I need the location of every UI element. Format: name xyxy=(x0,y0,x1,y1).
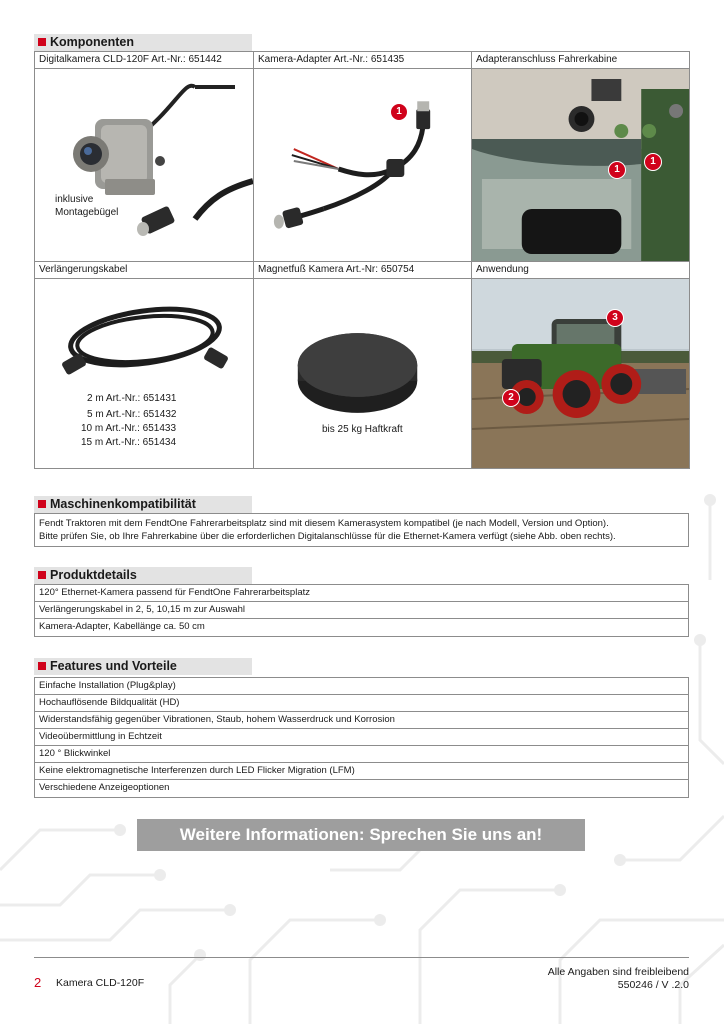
bullet-square-icon xyxy=(38,38,46,46)
features-row: Videoübermittlung in Echtzeit xyxy=(35,729,688,746)
footer-disclaimer: Alle Angaben sind freibleibend xyxy=(547,966,689,978)
features-heading: Features und Vorteile xyxy=(34,658,252,675)
adapter-cable-image xyxy=(254,69,471,261)
footer-meta xyxy=(548,966,689,992)
tractor-photo xyxy=(472,279,689,468)
details-heading: Produktdetails xyxy=(34,567,252,584)
camera-cell-header: Digitalkamera CLD-120F Art.-Nr.: 651442 xyxy=(35,52,254,69)
cabin-connector-cell xyxy=(472,69,690,262)
length-option-15m: 15 m Art.-Nr.: 651434 xyxy=(81,437,177,448)
length-option-10m: 10 m Art.-Nr.: 651433 xyxy=(81,423,177,434)
features-table xyxy=(34,677,689,798)
magnet-base-cell xyxy=(254,279,472,469)
length-option-2m: 2 m Art.-Nr.: 651431 xyxy=(87,393,177,404)
features-row: Keine elektromagnetische Interferenzen durch LED Flicker Migration (LFM) xyxy=(35,763,688,780)
compatibility-line2: Bitte prüfen Sie, ob Ihre Fahrerkabine über die erforderlichen Digitalanschlüsse für die Ethernet-Kamera verfügt (siehe Abb. oben rechts). xyxy=(39,531,616,542)
camera-cell xyxy=(35,69,254,262)
contact-banner: Weitere Informationen: Sprechen Sie uns an! xyxy=(137,819,585,851)
magnet-holding-force: bis 25 kg Haftkraft xyxy=(322,424,403,435)
camera-image xyxy=(35,69,253,261)
compatibility-line1: Fendt Traktoren mit dem FendtOne Fahrerarbeitsplatz sind mit diesem Kamerasystem kompatibel (je nach Modell, Version und Option). xyxy=(39,518,609,529)
callout-badge-1b: 1 xyxy=(644,153,662,171)
details-table xyxy=(34,584,689,637)
features-row: Widerstandsfähig gegenüber Vibrationen, Staub, hohem Wasserdruck und Korrosion xyxy=(35,712,688,729)
magnet-base-image xyxy=(254,279,471,468)
bullet-square-icon xyxy=(38,571,46,579)
cabin-connector-cell-header: Adapteranschluss Fahrerkabine xyxy=(472,52,690,69)
details-row: Kamera-Adapter, Kabellänge ca. 50 cm xyxy=(39,621,205,632)
components-heading: Komponenten xyxy=(34,34,252,51)
application-cell xyxy=(472,279,690,469)
callout-badge-1: 1 xyxy=(390,103,408,121)
details-row: Verlängerungskabel in 2, 5, 10,15 m zur Auswahl xyxy=(35,602,688,619)
features-row: 120 ° Blickwinkel xyxy=(35,746,688,763)
page-number: 2 xyxy=(34,975,42,990)
footer-version: 550246 / V .2.0 xyxy=(617,979,689,991)
adapter-cell xyxy=(254,69,472,262)
magnet-base-cell-header: Magnetfuß Kamera Art.-Nr: 650754 xyxy=(254,262,472,279)
callout-badge-1a: 1 xyxy=(608,161,626,179)
bullet-square-icon xyxy=(38,662,46,670)
compatibility-heading: Maschinenkompatibilität xyxy=(34,496,252,513)
adapter-cell-header: Kamera-Adapter Art.-Nr.: 651435 xyxy=(254,52,472,69)
features-row: Einfache Installation (Plug&play) xyxy=(35,678,688,695)
features-row: Hochauflösende Bildqualität (HD) xyxy=(35,695,688,712)
footer-product-name: Kamera CLD-120F xyxy=(56,977,145,989)
bullet-square-icon xyxy=(38,500,46,508)
callout-badge-2: 2 xyxy=(502,389,520,407)
camera-note-line1: inklusive xyxy=(55,194,94,205)
camera-note-line2: Montagebügel xyxy=(55,207,119,218)
components-grid xyxy=(34,51,690,469)
extension-cable-cell xyxy=(35,279,254,469)
length-option-5m: 5 m Art.-Nr.: 651432 xyxy=(87,409,177,420)
callout-badge-3: 3 xyxy=(606,309,624,327)
features-row: Verschiedene Anzeigeoptionen xyxy=(39,782,170,793)
extension-cable-cell-header: Verlängerungskabel xyxy=(35,262,254,279)
compatibility-box xyxy=(34,513,689,547)
footer-divider xyxy=(34,957,689,958)
details-row: 120° Ethernet-Kamera passend für FendtOne Fahrerarbeitsplatz xyxy=(35,585,688,602)
application-cell-header: Anwendung xyxy=(472,262,690,279)
